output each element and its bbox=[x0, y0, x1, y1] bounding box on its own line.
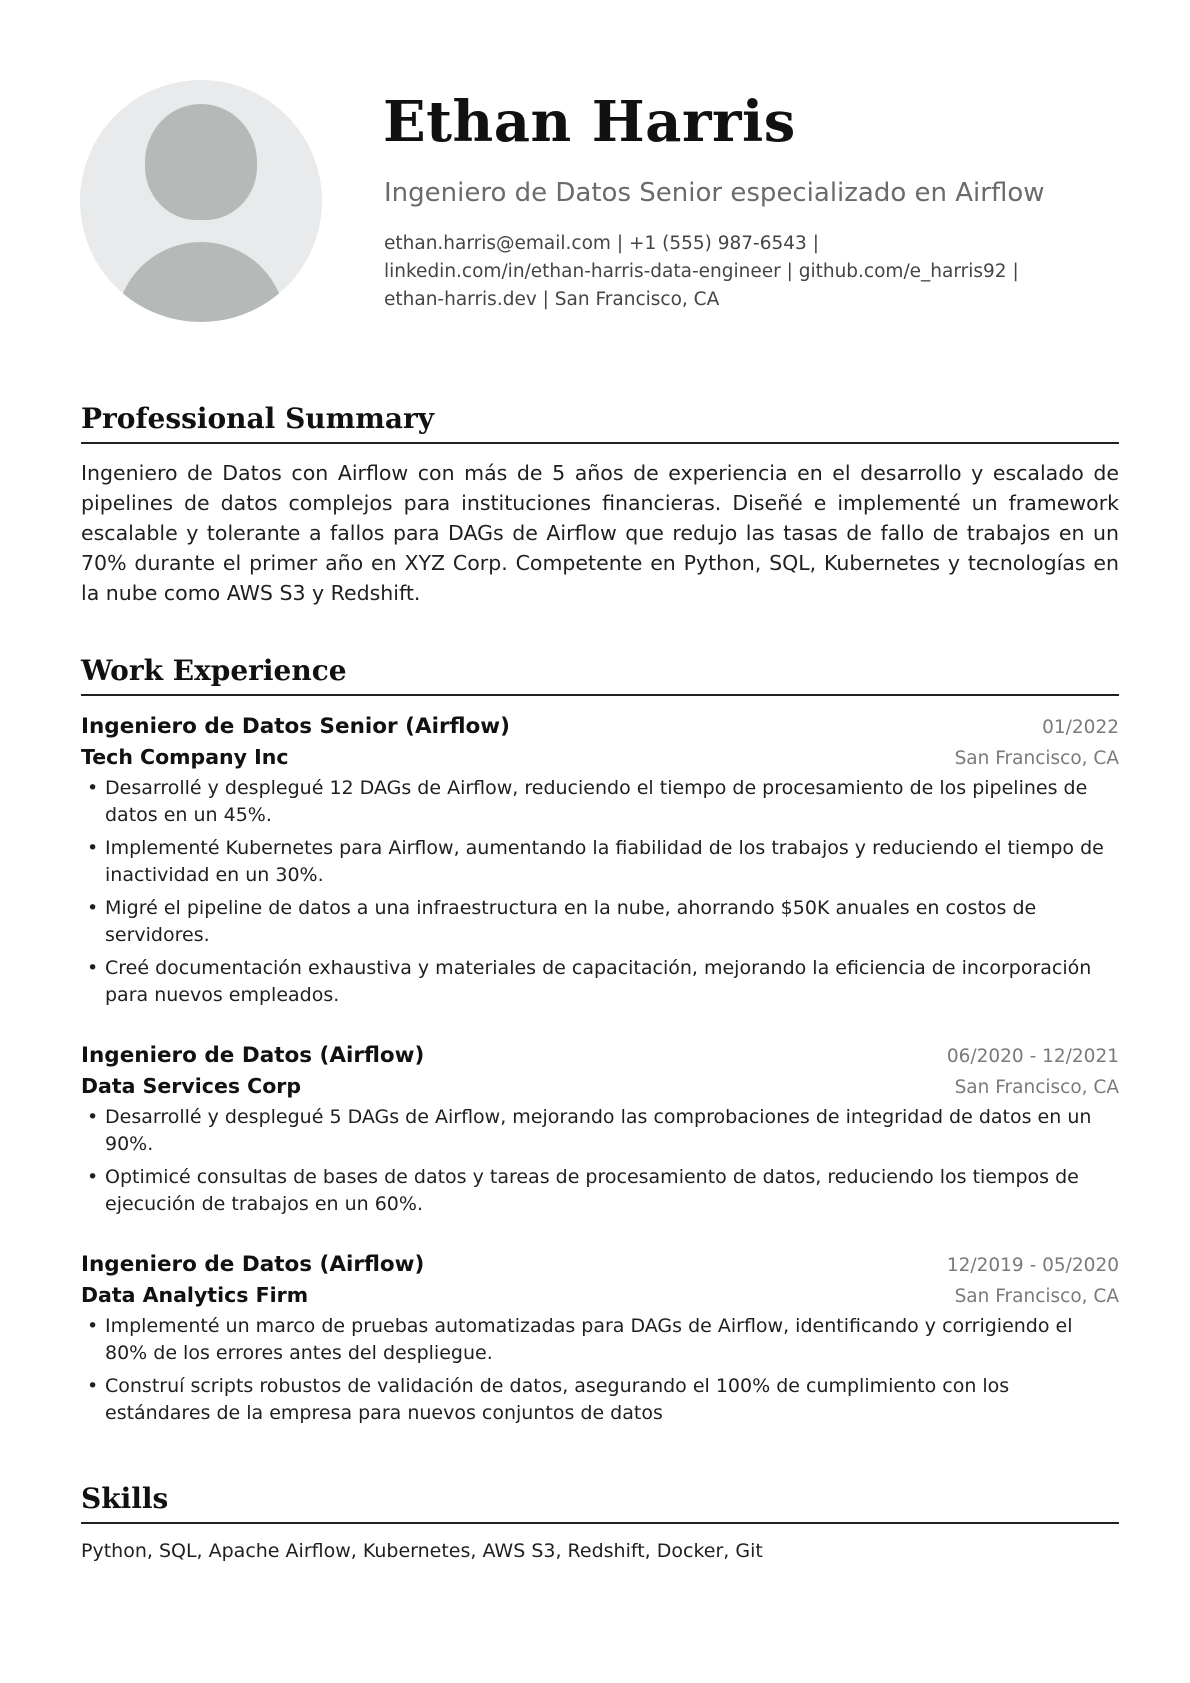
job-bullets bbox=[81, 1313, 1119, 1427]
candidate-headline: Ingeniero de Datos Senior especializado en Airflow bbox=[384, 178, 1045, 208]
bullet-item: • Desarrollé y desplegué 12 DAGs de Airflow, reduciendo el tiempo de procesamiento de los pipelines de datos en un 45%. bbox=[81, 775, 1119, 829]
avatar-head-shape bbox=[145, 104, 257, 220]
summary-text: Ingeniero de Datos con Airflow con más de 5 años de experiencia en el desarrollo y escalado de pipelines de datos complejos para instituciones financieras. Diseñé e implementé un framework escalable y tolerante a fallos para DAGs de Airflow que redujo las tasas de fallo de trabajos en un 70% durante el primer año en XYZ Corp. Competente en Python, SQL, Kubernetes y tecnologías en la nube como AWS S3 y Redshift. bbox=[81, 460, 1119, 605]
skills-list: Python, SQL, Apache Airflow, Kubernetes, AWS S3, Redshift, Docker, Git bbox=[81, 1539, 763, 1562]
bullet-item: • Construí scripts robustos de validación de datos, asegurando el 100% de cumplimiento con los estándares de la empresa para nuevos conjuntos de datos bbox=[81, 1373, 1119, 1427]
github-link[interactable]: github.com/e_harris92 bbox=[798, 261, 1007, 282]
job-location: San Francisco, CA bbox=[954, 747, 1119, 769]
job-company: Data Services Corp bbox=[81, 1073, 302, 1098]
job-dates: 06/2020 - 12/2021 bbox=[946, 1045, 1119, 1067]
job-title: Ingeniero de Datos Senior (Airflow) bbox=[81, 713, 510, 739]
job-dates: 01/2022 bbox=[1042, 716, 1119, 738]
job-title: Ingeniero de Datos (Airflow) bbox=[81, 1042, 425, 1068]
job-title: Ingeniero de Datos (Airflow) bbox=[81, 1251, 425, 1277]
summary-heading: Professional Summary bbox=[81, 402, 1119, 444]
job-bullets bbox=[81, 1104, 1119, 1218]
skills-heading: Skills bbox=[81, 1482, 1119, 1524]
bullet-item: • Migré el pipeline de datos a una infraestructura en la nube, ahorrando $50K anuales en costos de servidores. bbox=[81, 895, 1119, 949]
job-entry bbox=[81, 714, 1119, 1009]
bullet-item: • Implementé un marco de pruebas automatizadas para DAGs de Airflow, identificando y corrigiendo el 80% de los errores antes del despliegue. bbox=[81, 1313, 1119, 1367]
bullet-item: • Implementé Kubernetes para Airflow, aumentando la fiabilidad de los trabajos y reduciendo el tiempo de inactividad en un 30%. bbox=[81, 835, 1119, 889]
job-entry bbox=[81, 1252, 1119, 1427]
job-location: San Francisco, CA bbox=[954, 1285, 1119, 1307]
phone-number: +1 (555) 987-6543 bbox=[628, 233, 807, 254]
avatar-placeholder bbox=[80, 80, 322, 322]
email-link[interactable]: ethan.harris@email.com bbox=[384, 233, 611, 254]
bullet-item: • Optimicé consultas de bases de datos y tareas de procesamiento de datos, reduciendo los tiempos de ejecución de trabajos en un 60%. bbox=[81, 1164, 1119, 1218]
experience-section bbox=[81, 654, 1119, 1433]
avatar-body-shape bbox=[116, 242, 286, 322]
bullet-item: • Desarrollé y desplegué 5 DAGs de Airflow, mejorando las comprobaciones de integridad de datos en un 90%. bbox=[81, 1104, 1119, 1158]
location: San Francisco, CA bbox=[554, 289, 720, 310]
job-location: San Francisco, CA bbox=[954, 1076, 1119, 1098]
job-dates: 12/2019 - 05/2020 bbox=[946, 1254, 1119, 1276]
job-entry bbox=[81, 1043, 1119, 1218]
skills-section bbox=[81, 1482, 1119, 1562]
contact-info: ethan.harris@email.com | +1 (555) 987-6543 | linkedin.com/in/ethan-harris-data-engineer | github.com/e_harris92 | ethan-harris.dev | San Francisco, CA bbox=[384, 233, 1019, 310]
bullet-item: • Creé documentación exhaustiva y materiales de capacitación, mejorando la eficiencia de incorporación para nuevos empleados. bbox=[81, 955, 1119, 1009]
job-company: Data Analytics Firm bbox=[81, 1282, 309, 1307]
website-link[interactable]: ethan-harris.dev bbox=[384, 289, 537, 310]
experience-heading: Work Experience bbox=[81, 654, 1119, 696]
linkedin-link[interactable]: linkedin.com/in/ethan-harris-data-engineer bbox=[384, 261, 781, 282]
summary-section bbox=[81, 402, 1119, 608]
candidate-name: Ethan Harris bbox=[383, 89, 796, 155]
job-bullets bbox=[81, 775, 1119, 1009]
job-company: Tech Company Inc bbox=[81, 744, 289, 769]
